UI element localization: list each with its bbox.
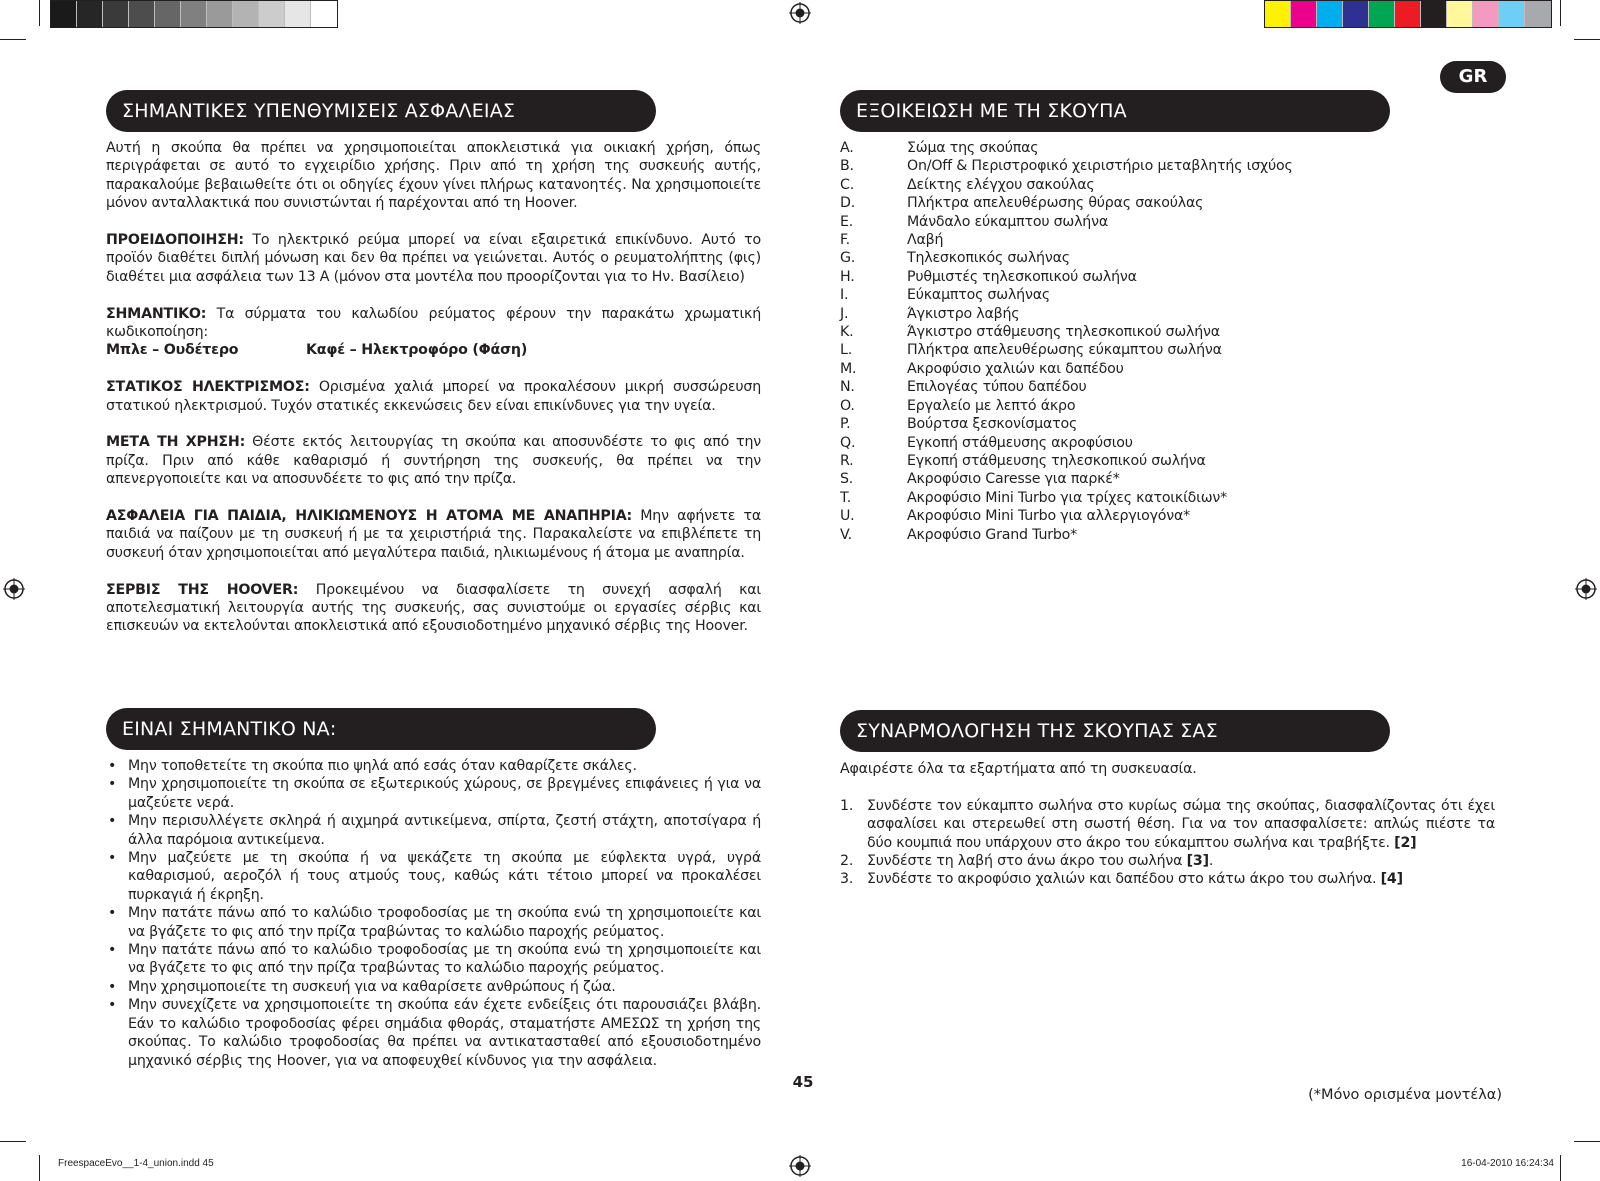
registration-mark-icon <box>1575 578 1597 600</box>
part-name: Άγκιστρο λαβής <box>907 305 1020 322</box>
registration-mark-icon <box>789 1155 811 1177</box>
gray-swatch <box>129 1 155 27</box>
after-use-label: ΜΕΤΑ ΤΗ ΧΡΗΣΗ: <box>106 434 246 451</box>
assembly-steps <box>840 797 1495 889</box>
warning-label: ΠΡΟΕΙΔΟΠΟΙΗΣΗ: <box>106 232 244 249</box>
service-label: ΣΕΡΒΙΣ ΤΗΣ HOOVER: <box>106 581 299 598</box>
warning-paragraph <box>106 231 761 286</box>
color-swatch <box>1499 1 1525 27</box>
important-heading: ΕΙΝΑΙ ΣΗΜΑΝΤΙΚΟ ΝΑ: <box>106 708 656 750</box>
children-text: Μην αφήνετε τα παιδιά να παίζουν με τη συσκευή ή με τα χειριστήριά της. Παρακαλείστε να επιβλέπετε τη συσκευή όταν χρησιμοποιείται από μεγαλύτερα παιδιά, ηλικιωμένους ή άτομα με αναπηρία. <box>106 508 761 561</box>
crop-mark <box>1574 1141 1600 1142</box>
part-item <box>840 434 1490 452</box>
figure-reference: [4] <box>1380 871 1403 888</box>
children-label: ΑΣΦΑΛΕΙΑ ΓΙΑ ΠΑΙΔΙΑ, ΗΛΙΚΙΩΜΕΝΟΥΣ Η ΑΤΟΜΑ ΜΕ ΑΝΑΠΗΡΙΑ: <box>106 508 632 525</box>
part-item <box>840 249 1490 267</box>
part-item <box>840 305 1490 323</box>
part-letter: P. <box>840 416 851 433</box>
part-name: Πλήκτρα απελευθέρωσης εύκαμπτου σωλήνα <box>907 342 1222 359</box>
list-item: • Μην πατάτε πάνω από το καλώδιο τροφοδοσίας με τη σκούπα ενώ τη χρησιμοποιείτε και να βγάζετε το φις από την πρίζα τραβώντας το καλώδιο παροχής ρεύματος. <box>106 904 761 941</box>
registration-mark-icon <box>789 2 811 24</box>
step-body: Συνδέστε τη λαβή στο άνω άκρο του σωλήνα <box>867 853 1183 870</box>
list-item: • Μην πατάτε πάνω από το καλώδιο τροφοδοσίας με τη σκούπα ενώ τη χρησιμοποιείτε και να βγάζετε το φις από την πρίζα τραβώντας το καλώδιο παροχής ρεύματος. <box>106 941 761 978</box>
gray-swatch <box>103 1 129 27</box>
part-letter: I. <box>840 287 849 304</box>
part-item <box>840 323 1490 341</box>
part-name: Εγκοπή στάθμευσης τηλεσκοπικού σωλήνα <box>907 452 1206 469</box>
static-label: ΣΤΑΤΙΚΟΣ ΗΛΕΚΤΡΙΣΜΟΣ: <box>106 379 310 396</box>
parts-list <box>840 139 1490 544</box>
part-letter: D. <box>840 195 856 212</box>
color-swatch <box>1291 1 1317 27</box>
part-letter: C. <box>840 176 855 193</box>
part-letter: H. <box>840 268 855 285</box>
list-item: • Μην χρησιμοποιείτε τη σκούπα σε εξωτερικούς χώρους, σε βρεγμένες επιφάνειες ή για να μαζεύετε νερά. <box>106 775 761 812</box>
color-swatch <box>1395 1 1421 27</box>
safety-heading: ΣΗΜΑΝΤΙΚΕΣ ΥΠΕΝΘΥΜΙΣΕΙΣ ΑΣΦΑΛΕΙΑΣ <box>106 90 656 132</box>
wire-brown: Καφέ – Ηλεκτροφόρο (Φάση) <box>306 342 528 359</box>
assembly-intro: Αφαιρέστε όλα τα εξαρτήματα από τη συσκευασία. <box>840 761 1197 777</box>
list-item: • Μην συνεχίζετε να χρησιμοποιείτε τη σκούπα εάν έχετε ενδείξεις ότι παρουσιάζει βλάβη. Εάν το καλώδιο τροφοδοσίας φέρει σημάδια φθοράς, σταματήστε ΑΜΕΣΩΣ τη χρήση της σκούπας. Το καλώδιο τροφοδοσίας θα πρέπει να αντικατασταθεί από εξουσιοδοτημένο μηχανικό σέρβις της Hoover, για να αποφευχθεί κίνδυνος για την ασφάλεια. <box>106 996 761 1070</box>
color-swatch <box>1525 1 1551 27</box>
part-letter: B. <box>840 158 854 175</box>
safety-section <box>106 139 761 654</box>
part-letter: U. <box>840 508 855 525</box>
gray-swatch <box>311 1 337 27</box>
part-item <box>840 526 1490 544</box>
part-letter: O. <box>840 397 855 414</box>
part-letter: E. <box>840 213 854 230</box>
part-name: On/Off & Περιστροφικό χειριστήριο μεταβλητής ισχύος <box>907 158 1293 175</box>
important-label: ΣΗΜΑΝΤΙΚΟ: <box>106 305 207 322</box>
part-name: Εγκοπή στάθμευσης ακροφύσιου <box>907 434 1133 451</box>
step-number: 2. <box>840 853 854 870</box>
slug-file: FreespaceEvo__1-4_union.indd 45 <box>58 1158 214 1169</box>
familiarise-heading: ΕΞΟΙΚΕΙΩΣΗ ΜΕ ΤΗ ΣΚΟΥΠΑ <box>840 90 1390 132</box>
part-item <box>840 507 1490 525</box>
crop-mark <box>39 0 40 26</box>
list-item: • Μην μαζεύετε με τη σκούπα ή να ψεκάζετε τη σκούπα με εύφλεκτα υγρά, υγρά καθαρισμού, αεροζόλ ή τους ατμούς τους, καθώς κάτι τέτοιο μπορεί να προκαλέσει πυρκαγιά ή έκρηξη. <box>106 849 761 904</box>
step-end: . <box>1208 853 1214 870</box>
crop-mark <box>1560 0 1561 26</box>
part-name: Δείκτης ελέγχου σακούλας <box>907 176 1095 193</box>
wiring-paragraph <box>106 305 761 360</box>
step-number: 3. <box>840 871 854 888</box>
part-letter: V. <box>840 526 852 543</box>
part-item <box>840 286 1490 304</box>
step-body: Συνδέστε τον εύκαμπτο σωλήνα στο κυρίως σώμα της σκούπας, διασφαλίζοντας ότι έχει ασφαλίσει και στερεωθεί στη σωστή θέση. Για να τον απασφαλίσετε: απλώς πιέστε τα δύο κουμπιά που υπάρχουν στο άκρο του εύκαμπτου σωλήνα και τραβήξτε. <box>867 797 1495 851</box>
list-item: • Μην τοποθετείτε τη σκούπα πιο ψηλά από εσάς όταν καθαρίζετε σκάλες. <box>106 757 761 775</box>
part-letter: K. <box>840 324 854 341</box>
part-letter: R. <box>840 452 854 469</box>
color-swatch <box>1447 1 1473 27</box>
figure-reference: [2] <box>1394 834 1417 851</box>
static-text: Ορισμένα χαλιά μπορεί να προκαλέσουν μικρή συσσώρευση στατικού ηλεκτρισμού. Τυχόν στατικές εκκενώσεις δεν είναι επικίνδυνες για την υγεία. <box>106 379 761 414</box>
gray-calibration-bar <box>50 0 338 28</box>
part-name: Επιλογέας τύπου δαπέδου <box>907 379 1087 396</box>
after-use-text: Θέστε εκτός λειτουργίας τη σκούπα και αποσυνδέστε το φις από την πρίζα. Πριν από κάθε καθαρισμό ή συντήρηση της συσκευής, θα πρέπει να την απενεργοποιείτε και να αποσυνδέετε το φις από την πρίζα. <box>106 434 761 488</box>
list-item: • Μην χρησιμοποιείτε τη συσκευή για να καθαρίσετε ανθρώπους ή ζώα. <box>106 978 761 996</box>
language-badge: GR <box>1440 61 1506 93</box>
figure-reference: [3] <box>1186 853 1209 870</box>
gray-swatch <box>259 1 285 27</box>
part-item <box>840 176 1490 194</box>
gray-swatch <box>77 1 103 27</box>
page-number: 45 <box>792 1073 814 1091</box>
part-letter: G. <box>840 250 856 267</box>
part-item <box>840 378 1490 396</box>
step-number: 1. <box>840 797 854 814</box>
assembly-step <box>840 797 1495 852</box>
part-letter: N. <box>840 379 855 396</box>
crop-mark <box>39 1155 40 1181</box>
part-letter: A. <box>840 140 854 156</box>
gray-swatch <box>155 1 181 27</box>
gray-swatch <box>181 1 207 27</box>
step-body: Συνδέστε το ακροφύσιο χαλιών και δαπέδου στο κάτω άκρο του σωλήνα. <box>867 871 1377 888</box>
after-use-paragraph <box>106 433 761 488</box>
crop-mark <box>0 1141 26 1142</box>
gray-swatch <box>233 1 259 27</box>
part-name: Ακροφύσιο Caresse για παρκέ* <box>907 471 1120 488</box>
assembly-section <box>840 760 1495 889</box>
part-item <box>840 157 1490 175</box>
part-name: Ακροφύσιο Mini Turbo για τρίχες κατοικίδιων* <box>907 489 1228 506</box>
color-calibration-bar <box>1264 0 1552 28</box>
part-item <box>840 139 1490 157</box>
gray-swatch <box>51 1 77 27</box>
list-item: • Μην περισυλλέγετε σκληρά ή αιχμηρά αντικείμενα, σπίρτα, ζεστή στάχτη, αποτσίγαρα ή άλλα παρόμοια αντικείμενα. <box>106 812 761 849</box>
part-item <box>840 415 1490 433</box>
assembly-heading: ΣΥΝΑΡΜΟΛΟΓΗΣΗ ΤΗΣ ΣΚΟΥΠΑΣ ΣΑΣ <box>840 710 1390 752</box>
part-name: Ακροφύσιο χαλιών και δαπέδου <box>907 360 1124 377</box>
assembly-step <box>840 870 1495 888</box>
step-text <box>867 870 1495 888</box>
part-item <box>840 341 1490 359</box>
slug-datetime: 16-04-2010 16:24:34 <box>1461 1158 1554 1169</box>
part-name: Τηλεσκοπικός σωλήνας <box>907 250 1070 267</box>
part-name: Λαβή <box>907 232 944 249</box>
important-list <box>106 757 761 1070</box>
part-item <box>840 470 1490 488</box>
important-text: Τα σύρματα του καλωδίου ρεύματος φέρουν την παρακάτω χρωματική κωδικοποίηση: <box>106 305 761 341</box>
part-item <box>840 452 1490 470</box>
service-text: Προκειμένου να διασφαλίσετε τη συνεχή ασφαλή και αποτελεσματική λειτουργία αυτής της συσκευής, σας συνιστούμε οι εργασίες σέρβις και επισκευών να εκτελούνται αποκλειστικά από εξουσιοδοτημένο μηχανικό σέρβις της Hoover. <box>106 581 761 635</box>
part-name: Ακροφύσιο Grand Turbo* <box>907 526 1078 543</box>
crop-mark <box>0 39 26 40</box>
part-name: Άγκιστρο στάθμευσης τηλεσκοπικού σωλήνα <box>907 324 1220 341</box>
part-item <box>840 194 1490 212</box>
part-letter: S. <box>840 471 854 488</box>
part-name: Εύκαμπτος σωλήνας <box>907 287 1050 304</box>
children-paragraph <box>106 507 761 562</box>
part-letter: L. <box>840 342 853 359</box>
static-paragraph <box>106 378 761 415</box>
part-item <box>840 489 1490 507</box>
step-text <box>867 797 1495 852</box>
part-letter: J. <box>840 305 849 322</box>
part-item <box>840 213 1490 231</box>
models-footnote: (*Μόνο ορισμένα μοντέλα) <box>1308 1087 1502 1103</box>
part-item <box>840 397 1490 415</box>
part-letter: Q. <box>840 434 856 451</box>
assembly-step <box>840 852 1495 870</box>
part-name: Εργαλείο με λεπτό άκρο <box>907 397 1076 414</box>
part-name: Σώμα της σκούπας <box>907 140 1039 156</box>
color-swatch <box>1421 1 1447 27</box>
gray-swatch <box>285 1 311 27</box>
wire-blue: Μπλε – Ουδέτερο <box>106 342 239 359</box>
color-swatch <box>1317 1 1343 27</box>
part-letter: T. <box>840 489 852 506</box>
part-name: Βούρτσα ξεσκονίσματος <box>907 416 1078 433</box>
part-letter: F. <box>840 232 850 249</box>
part-name: Ακροφύσιο Mini Turbo για αλλεργιογόνα* <box>907 508 1191 525</box>
part-item <box>840 268 1490 286</box>
part-name: Μάνδαλο εύκαμπτου σωλήνα <box>907 213 1108 230</box>
registration-mark-icon <box>3 578 25 600</box>
color-swatch <box>1265 1 1291 27</box>
color-swatch <box>1369 1 1395 27</box>
color-swatch <box>1473 1 1499 27</box>
crop-mark <box>1574 39 1600 40</box>
part-item <box>840 360 1490 378</box>
safety-intro: Αυτή η σκούπα θα πρέπει να χρησιμοποιείται αποκλειστικά για οικιακή χρήση, όπως περιγράφεται σε αυτό το εγχειρίδιο χρήσης. Πριν από τη χρήση της συσκευής αυτής, παρακαλούμε βεβαιωθείτε ότι οι οδηγίες έχουν γίνει πλήρως κατανοητές. Να χρησιμοποιείτε μόνον ανταλλακτικά που συνιστώνται ή παρέχονται από τη Hoover. <box>106 140 761 212</box>
color-swatch <box>1343 1 1369 27</box>
crop-mark <box>1560 1155 1561 1181</box>
part-item <box>840 231 1490 249</box>
warning-text: Το ηλεκτρικό ρεύμα μπορεί να είναι εξαιρετικά επικίνδυνο. Αυτό το προϊόν διαθέτει διπλή μόνωση και δεν θα πρέπει να γειώνεται. Αυτός ο ρευματολήπτης (φις) διαθέτει μια ασφάλεια των 13 A (μόνον στα μοντέλα που προορίζονται για το Ην. Βασίλειο) <box>106 232 761 285</box>
part-letter: M. <box>840 360 857 377</box>
gray-swatch <box>207 1 233 27</box>
step-text <box>867 852 1495 870</box>
wire-colour-codes <box>106 341 761 359</box>
part-name: Πλήκτρα απελευθέρωσης θύρας σακούλας <box>907 195 1204 212</box>
part-name: Ρυθμιστές τηλεσκοπικού σωλήνα <box>907 268 1137 285</box>
service-paragraph <box>106 581 761 636</box>
